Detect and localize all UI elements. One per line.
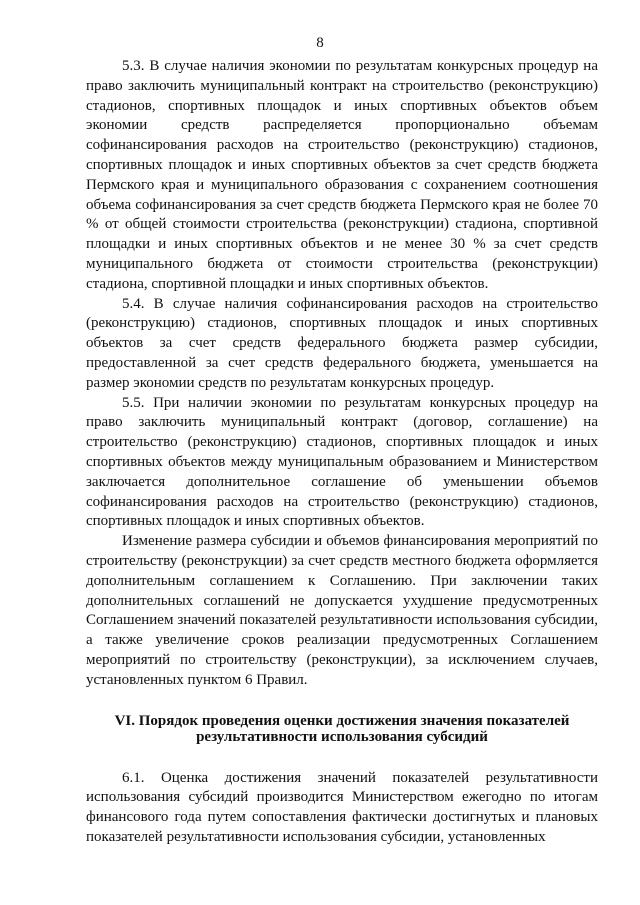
document-body bbox=[86, 57, 598, 848]
paragraph-6-1: 6.1. Оценка достижения значений показателей результативности использования субсидий производится Министерством ежегодно по итогам финансового года путем сопоставления фактически достигнутых и плановых показателей результативности использования субсидии, установленных bbox=[86, 769, 598, 845]
paragraph-amendment: Изменение размера субсидии и объемов финансирования мероприятий по строительству (реконструкции) за счет средств местного бюджета оформляется дополнительным соглашением к Соглашению. При заключении таких дополнительных соглашений не допускается ухудшение предусмотренных Соглашением значений показателей результативности использования субсидии, а также увеличение сроков реализации предусмотренных Соглашением мероприятий по строительству (реконструкции), за исключением случаев, установленных пунктом 6 Правил. bbox=[86, 533, 598, 688]
section-heading: VI. Порядок проведения оценки достижения значения показателей результативности использования субсидий bbox=[114, 712, 570, 745]
page-number: 8 bbox=[316, 35, 324, 51]
paragraph-5-3: 5.3. В случае наличия экономии по результатам конкурсных процедур на право заключить муниципальный контракт на строительство (реконструкцию) стадионов, спортивных площадок и иных спортивных объектов объем экономии средств распределяется пропорционально объемам софинансирования расходов на строительство (реконструкцию) стадионов, спортивных площадок и иных спортивных объектов за счет средств бюджета Пермского края и муниципального образования с сохранением соотношения объема софинансирования за счет средств бюджета Пермского края не более 70 % от общей стоимости строительства (реконструкции) стадиона, спортивной площадки и иных спортивных объектов и не менее 30 % за счет средств муниципального бюджета от стоимости строительства (реконструкции) стадиона, спортивной площадки и иных спортивных объектов. bbox=[86, 58, 598, 292]
paragraph-5-4: 5.4. В случае наличия софинансирования расходов на строительство (реконструкцию) стадионов, спортивных площадок и иных спортивных объектов за счет средств федерального бюджета размер субсидии, предоставленной за счет средств федерального бюджета, уменьшается на размер экономии средств по результатам конкурсных процедур. bbox=[86, 295, 598, 391]
paragraph-5-5: 5.5. При наличии экономии по результатам конкурсных процедур на право заключить муниципальный контракт (договор, соглашение) на строительство (реконструкцию) стадионов, спортивных площадок и иных спортивных объектов между муниципальным образованием и Министерством заключается дополнительное соглашение об уменьшении объемов софинансирования расходов на строительство (реконструкцию) стадионов, спортивных площадок и иных спортивных объектов. bbox=[86, 394, 598, 530]
